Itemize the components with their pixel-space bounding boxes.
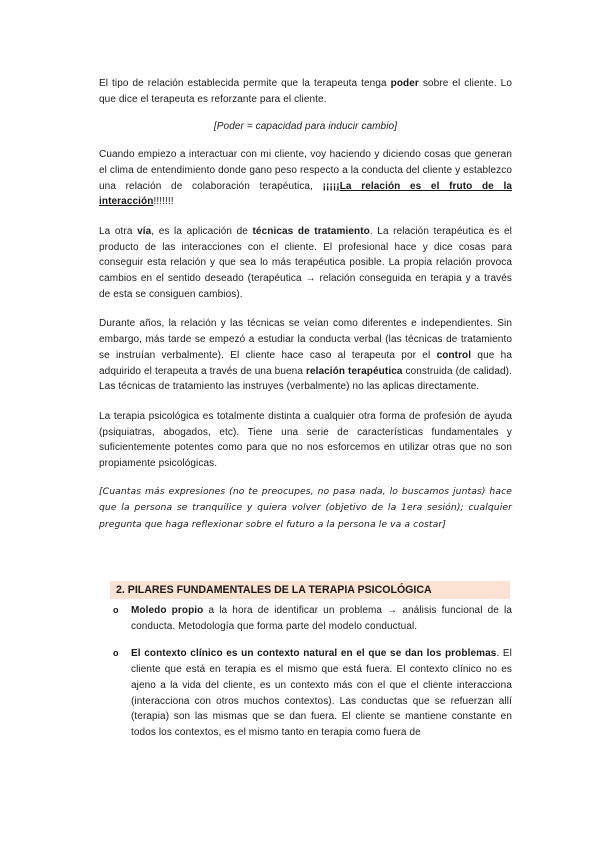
list-item-bold: El contexto clínico es un contexto natural en el que se dan los problemas (131, 648, 497, 660)
text-run: Durante años, la relación y las técnicas se veían como diferentes e independientes. Sin embargo, más tarde se empezó a estudiar la conducta verbal (las técnicas de tratamiento se instruían verbalmente). El cliente hace caso al terapeuta por el (99, 318, 512, 361)
text-run: sobre el cliente. Lo que dice el terapeuta es reforzante para el cliente. (99, 78, 512, 105)
bold-term-control: control (436, 349, 472, 361)
paragraph-interaction (99, 147, 512, 210)
text-run: , es la aplicación de (151, 225, 253, 237)
list-item-bold: Moledo propio (131, 604, 204, 616)
pillars-list (99, 603, 512, 741)
text-run: que ha adquirido el terapeuta a través de una buena (99, 349, 512, 377)
text-run: construida (de calidad). Las técnicas de tratamiento las instruyes (verbalmente) no las aplicas directamente. (99, 365, 512, 393)
bold-term-poder: poder (390, 78, 419, 89)
list-item (99, 646, 512, 740)
bullet-icon: o (113, 648, 119, 659)
paragraph-treatment-techniques (99, 224, 512, 303)
section-heading: 2. PILARES FUNDAMENTALES DE LA TERAPIA PSICOLÓGICA (110, 581, 510, 599)
text-run: La otra (99, 225, 138, 237)
bullet-icon: o (113, 604, 119, 615)
list-item-text: a la hora de identificar un problema → análisis funcional de la conducta. Metodología que forma parte del modelo conductual. (131, 604, 512, 632)
power-definition-note: [Poder = capacidad para inducir cambio] (213, 121, 398, 133)
underlined-emphasis: ¡¡¡¡¡La relación es el fruto de la interacción (99, 180, 512, 208)
paragraph-expressions-note: [Cuantas más expresiones (no te preocupes, no pasa nada, lo buscamos juntas) hace que la persona se tranquilice y quiera volver (objetivo de la 1era sesión); cualquier pregunta que haga reflexionar sobre el futuro a la persona le va a costar] (99, 485, 512, 530)
list-item-text: . El cliente que está en terapia es el mismo que está fuera. El contexto clínico no es ajeno a la vida del cliente, es un contexto más con el que el cliente interacciona (interacciona con otros muchos contextos). Las conductas que se refuerzan allí (terapia) son las mismas que se dan fuera. El cliente se mantiene constante en todos los contextos, es el mismo tanto en terapia como fuera de (131, 648, 512, 738)
text-run: . La relación terapéutica es el producto de las interacciones con el cliente. El profesional hace y dice cosas para conseguir esta relación y que sea lo más terapéutica posible. La propia relación provoca cambios en el sentido deseado (terapéutica → relación conseguida en terapia y a través de esta se consiguen cambios). (99, 225, 512, 300)
paragraph-power (99, 76, 512, 107)
text-run: !!!!!!! (153, 196, 174, 208)
page-content (99, 76, 512, 753)
list-item (99, 603, 512, 634)
paragraph-psychological-therapy: La terapia psicológica es totalmente distinta a cualquier otra forma de profesión de ayuda (psiquiatras, abogados, etc). Tiene una serie de características fundamentales y suficientemente potentes como para que no nos esforcemos en utilizar otras que no son propiamente psicológicas. (99, 410, 512, 470)
paragraph-verbal-conduct (99, 316, 512, 395)
text-run: El tipo de relación establecida permite que la terapeuta tenga (99, 78, 391, 89)
text-run: Cuando empiezo a interactuar con mi cliente, voy haciendo y diciendo cosas que generan el clima de entendimiento donde gano peso respecto a la conducta del cliente y establezco una relación de colaboración terapéutica, (99, 149, 512, 192)
bold-term-tecnicas: técnicas de tratamiento (252, 225, 370, 237)
bold-term-via: vía (137, 225, 152, 237)
bold-term-relacion: relación terapéutica (305, 365, 403, 377)
